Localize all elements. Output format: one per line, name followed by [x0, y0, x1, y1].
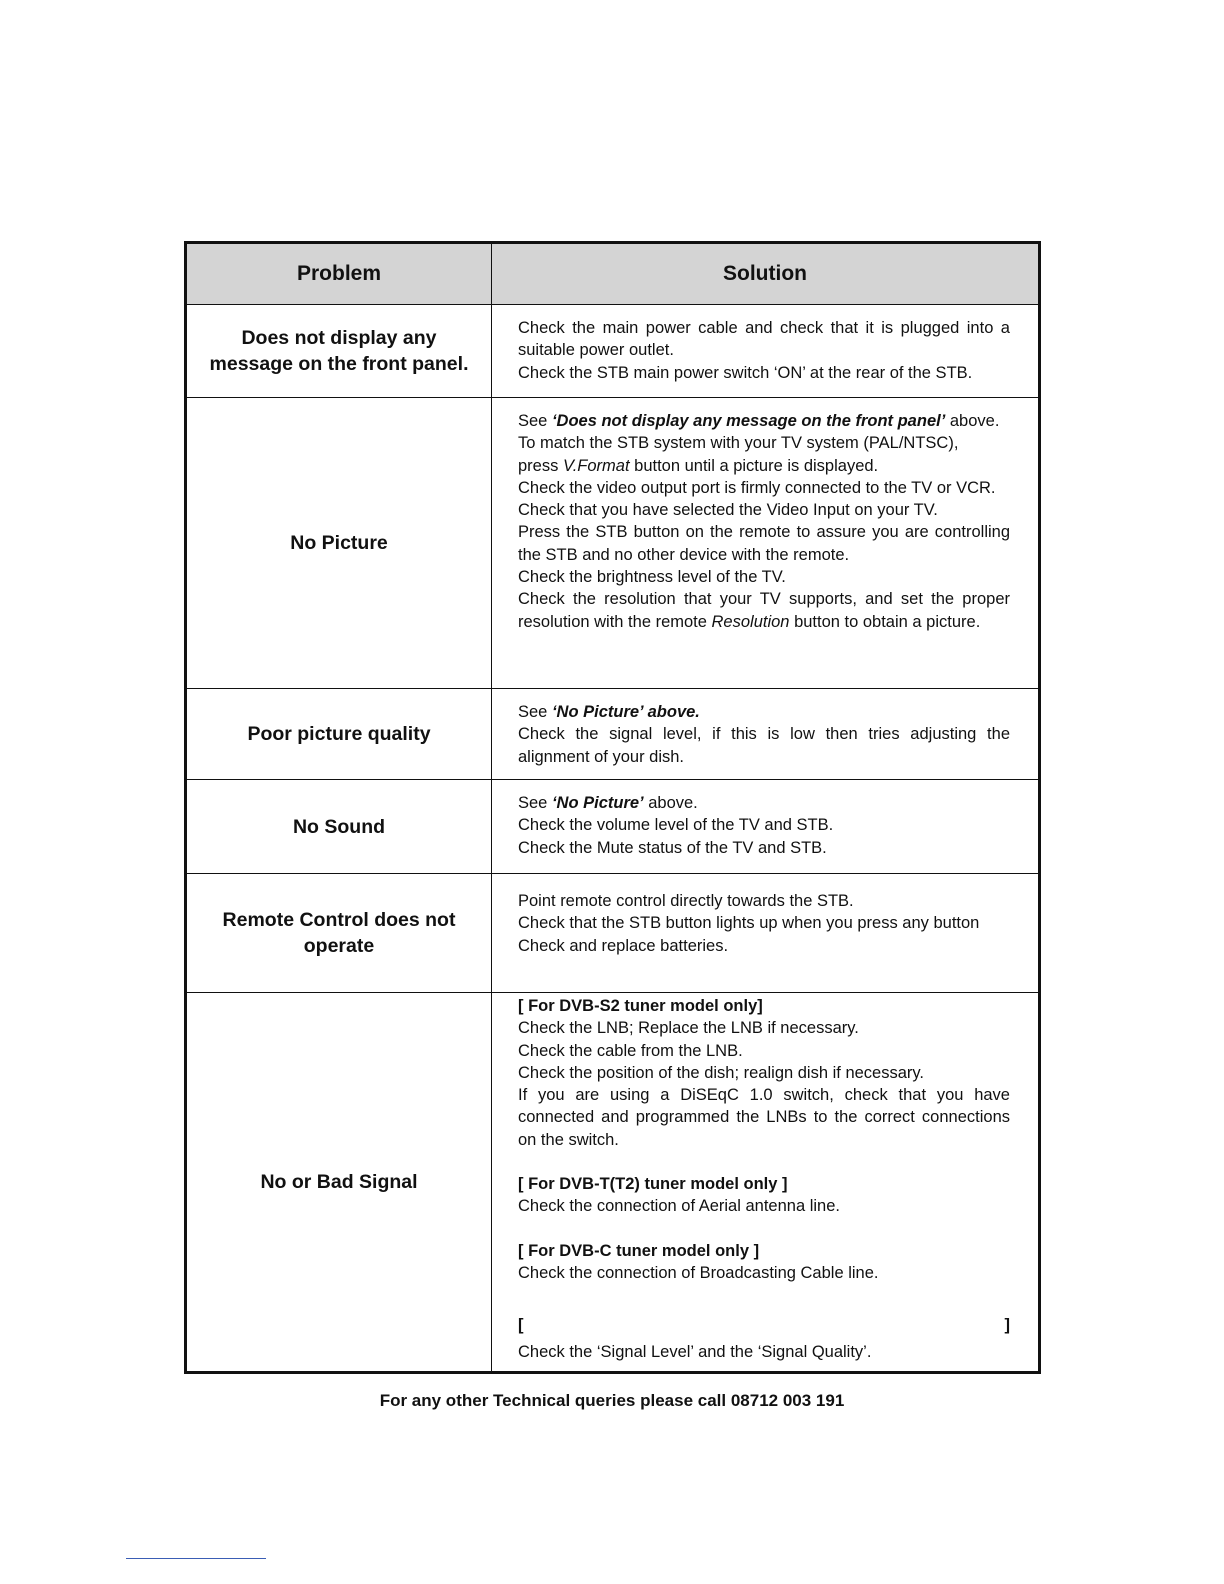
solution-line: Check the Mute status of the TV and STB.	[518, 838, 827, 857]
table-row	[186, 689, 1040, 780]
solution-header: Solution	[492, 243, 1040, 305]
solution-line: Check the main power cable and check that it is plugged into a suitable power outlet.	[518, 319, 1010, 360]
solution-cell	[492, 993, 1040, 1373]
table-row	[186, 398, 1040, 689]
solution-line: Check the brightness level of the TV.	[518, 568, 786, 587]
solution-cell	[492, 874, 1040, 993]
dvb-c-heading: [ For DVB-C tuner model only ]	[518, 1241, 760, 1260]
solution-line	[518, 410, 1010, 432]
solution-line	[518, 455, 1010, 477]
problem-header: Problem	[186, 243, 492, 305]
table-row	[186, 874, 1040, 993]
solution-line: Check the connection of Aerial antenna line.	[518, 1197, 840, 1216]
empty-bracket-heading	[518, 1314, 1010, 1336]
solution-line: Check the position of the dish; realign dish if necessary.	[518, 1063, 924, 1082]
table-row	[186, 780, 1040, 874]
solution-line: Check that the STB button lights up when you press any button	[518, 914, 980, 933]
solution-line: If you are using a DiSEqC 1.0 switch, check that you have connected and programmed the LNBs to the correct connections on the switch.	[518, 1086, 1010, 1149]
solution-line: Check and replace batteries.	[518, 936, 729, 955]
bracket-open: [	[518, 1316, 524, 1335]
solution-cell	[492, 780, 1040, 874]
problem-cell: No Picture	[186, 398, 492, 689]
solution-cell	[492, 305, 1040, 398]
solution-line: Check the STB main power switch ‘ON’ at the rear of the STB.	[518, 363, 973, 382]
problem-cell: Does not display any message on the front panel.	[186, 305, 492, 398]
solution-line: Check the video output port is firmly connected to the TV or VCR.	[518, 478, 996, 497]
troubleshooting-table	[184, 241, 1041, 1374]
solution-line: Check the volume level of the TV and STB.	[518, 816, 834, 835]
solution-line	[518, 792, 1010, 814]
footer-contact: For any other Technical queries please call 08712 003 191	[379, 1391, 845, 1410]
problem-cell: No or Bad Signal	[186, 993, 492, 1373]
solution-line: Check the signal level, if this is low then tries adjusting the alignment of your dish.	[518, 725, 1010, 766]
line-prefix: Check the resolution that your TV supports, and set the proper resolution with the remote	[518, 590, 1010, 631]
solution-line: Check the connection of Broadcasting Cable line.	[518, 1263, 879, 1282]
table-row	[186, 993, 1040, 1373]
solution-cell	[492, 398, 1040, 689]
line-suffix: button until a picture is displayed.	[629, 456, 879, 475]
dvb-s2-heading: [ For DVB-S2 tuner model only]	[518, 997, 763, 1015]
see-prefix: See	[518, 794, 552, 812]
solution-line: Check the ‘Signal Level’ and the ‘Signal Quality’.	[518, 1342, 872, 1361]
problem-cell: Poor picture quality	[186, 689, 492, 780]
see-suffix: above.	[643, 794, 698, 812]
problem-cell: Remote Control does not operate	[186, 874, 492, 993]
solution-line: Check that you have selected the Video Input on your TV.	[518, 501, 938, 520]
footnote-rule	[126, 1558, 266, 1559]
cross-reference: ‘No Picture’	[551, 794, 644, 812]
solution-line: Point remote control directly towards the STB.	[518, 892, 854, 910]
solution-line: To match the STB system with your TV system (PAL/NTSC),	[518, 434, 959, 453]
solution-line: Check the cable from the LNB.	[518, 1041, 743, 1060]
see-suffix: above.	[945, 412, 1000, 430]
solution-line	[518, 701, 1010, 723]
spacer	[518, 1284, 1010, 1314]
solution-line: Check the LNB; Replace the LNB if necessary.	[518, 1019, 859, 1038]
spacer	[518, 1218, 1010, 1240]
cross-reference: ‘No Picture’ above.	[551, 703, 700, 721]
table-row	[186, 305, 1040, 398]
line-prefix: press	[518, 456, 563, 475]
cross-reference: ‘Does not display any message on the front panel’	[551, 412, 946, 430]
v-format-button-ref: V.Format	[562, 456, 630, 475]
bracket-close: ]	[1004, 1316, 1010, 1335]
spacer	[518, 1151, 1010, 1173]
see-prefix: See	[518, 412, 552, 430]
solution-cell	[492, 689, 1040, 780]
dvb-t2-heading: [ For DVB-T(T2) tuner model only ]	[518, 1175, 788, 1194]
solution-line	[518, 588, 1010, 633]
resolution-button-ref: Resolution	[711, 612, 790, 631]
solution-line: Press the STB button on the remote to assure you are controlling the STB and no other device with the remote.	[518, 523, 1010, 564]
table-header-row	[186, 243, 1040, 305]
line-suffix: button to obtain a picture.	[789, 612, 981, 631]
problem-cell: No Sound	[186, 780, 492, 874]
see-prefix: See	[518, 703, 552, 721]
